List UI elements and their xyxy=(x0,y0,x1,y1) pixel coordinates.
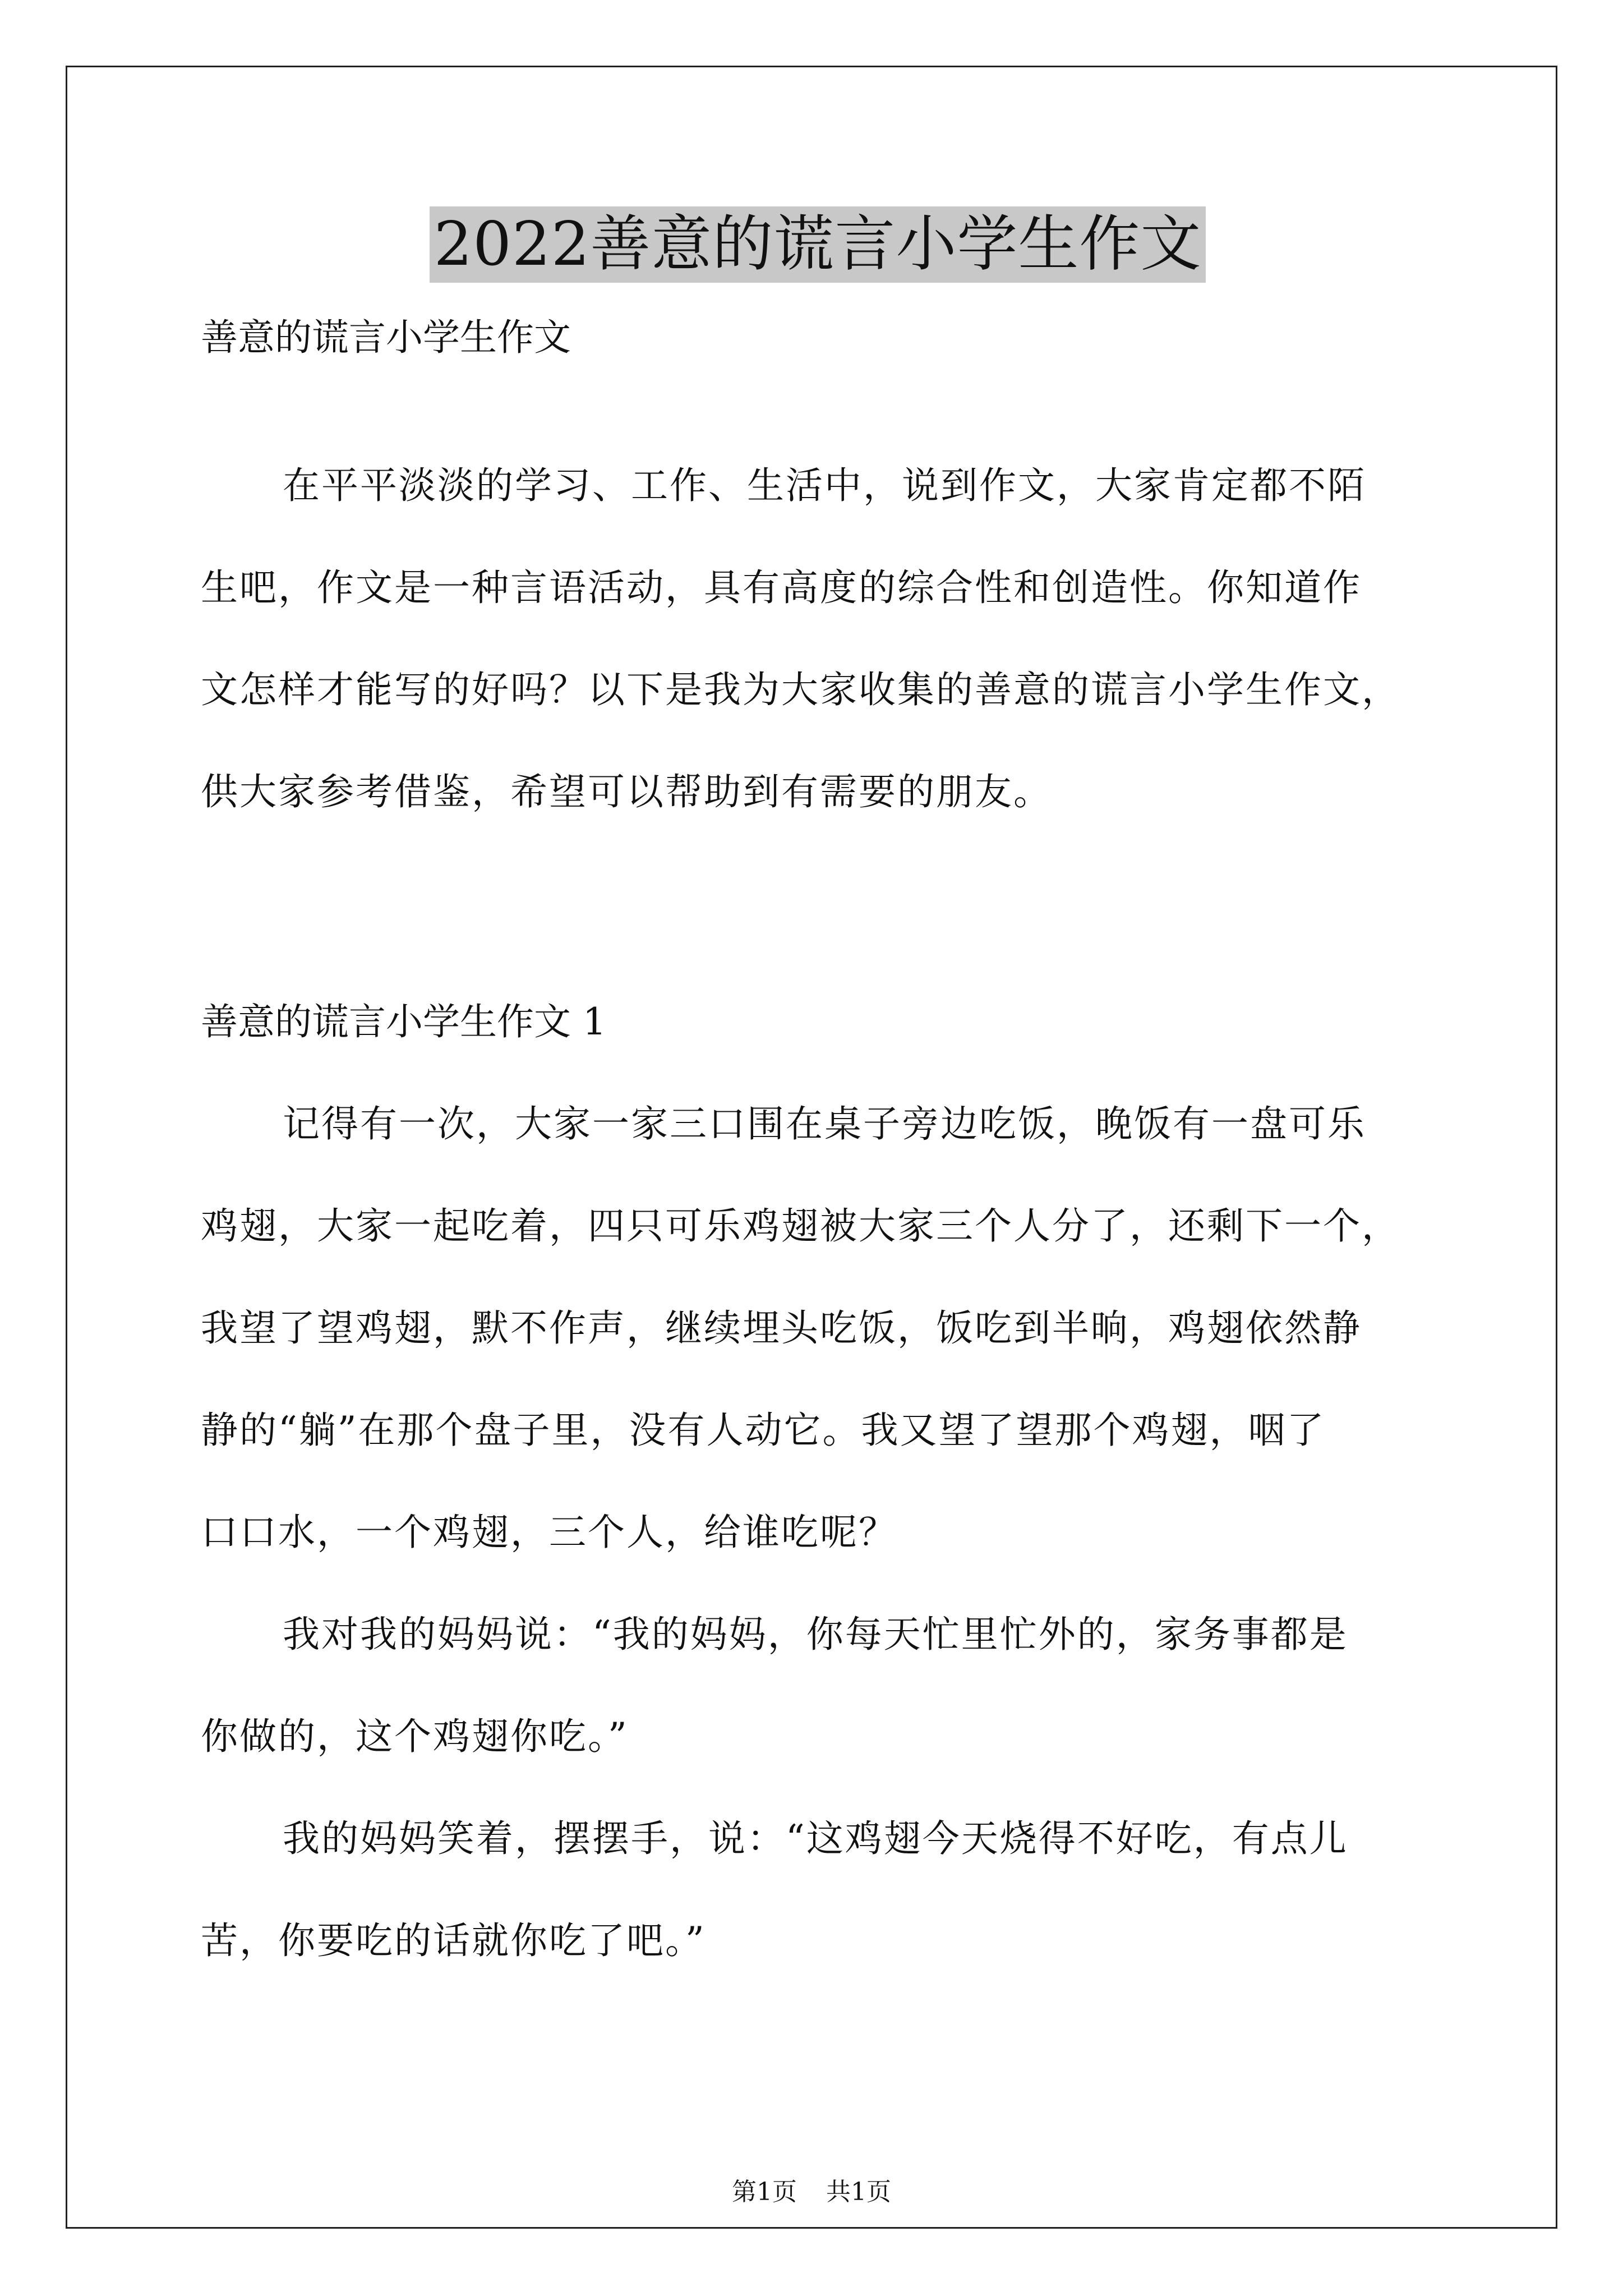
section-heading-essay-1: 善意的谎言小学生作文 1 xyxy=(201,1000,606,1043)
document-title: 2022善意的谎言小学生作文 xyxy=(430,206,1206,283)
essay-paragraph-2 xyxy=(201,1612,1435,1816)
section-heading-intro: 善意的谎言小学生作文 xyxy=(201,316,571,359)
paragraph-line: 我对我的妈妈说：“我的妈妈，你每天忙里忙外的，家务事都是 xyxy=(283,1613,1348,1656)
paragraph-line: 在平平淡淡的学习、工作、生活中，说到作文，大家肯定都不陌 xyxy=(283,464,1366,507)
paragraph-line: 苦，你要吃的话就你吃了吧。” xyxy=(201,1919,706,1962)
paragraph-line: 鸡翅，大家一起吃着，四只可乐鸡翅被大家三个人分了，还剩下一个， xyxy=(201,1204,1400,1248)
page-footer xyxy=(0,2177,1623,2208)
intro-paragraph xyxy=(201,463,1435,872)
paragraph-line: 静的“躺”在那个盘子里，没有人动它。我又望了望那个鸡翅，咽了 xyxy=(201,1409,1326,1452)
paragraph-line: 我望了望鸡翅，默不作声，继续埋头吃饭，饭吃到半晌，鸡翅依然静 xyxy=(201,1306,1362,1350)
paragraph-line: 你做的，这个鸡翅你吃。” xyxy=(201,1715,629,1758)
paragraph-line: 文怎样才能写的好吗？以下是我为大家收集的善意的谎言小学生作文， xyxy=(201,668,1400,711)
paragraph-line: 记得有一次，大家一家三口围在桌子旁边吃饭，晚饭有一盘可乐 xyxy=(283,1102,1366,1145)
essay-paragraph-1 xyxy=(201,1102,1435,1612)
essay-paragraph-3 xyxy=(201,1816,1435,2021)
page-number-current: 第1页 xyxy=(732,2178,797,2206)
page-number-total: 共1页 xyxy=(826,2178,891,2206)
paragraph-line: 生吧，作文是一种言语活动，具有高度的综合性和创造性。你知道作 xyxy=(201,566,1362,609)
paragraph-line: 我的妈妈笑着，摆摆手，说：“这鸡翅今天烧得不好吃，有点儿 xyxy=(283,1817,1348,1860)
paragraph-line: 供大家参考借鉴，希望可以帮助到有需要的朋友。 xyxy=(201,770,1052,813)
title-container xyxy=(201,206,1435,283)
paragraph-line: 口口水，一个鸡翅，三个人，给谁吃呢？ xyxy=(201,1511,897,1554)
